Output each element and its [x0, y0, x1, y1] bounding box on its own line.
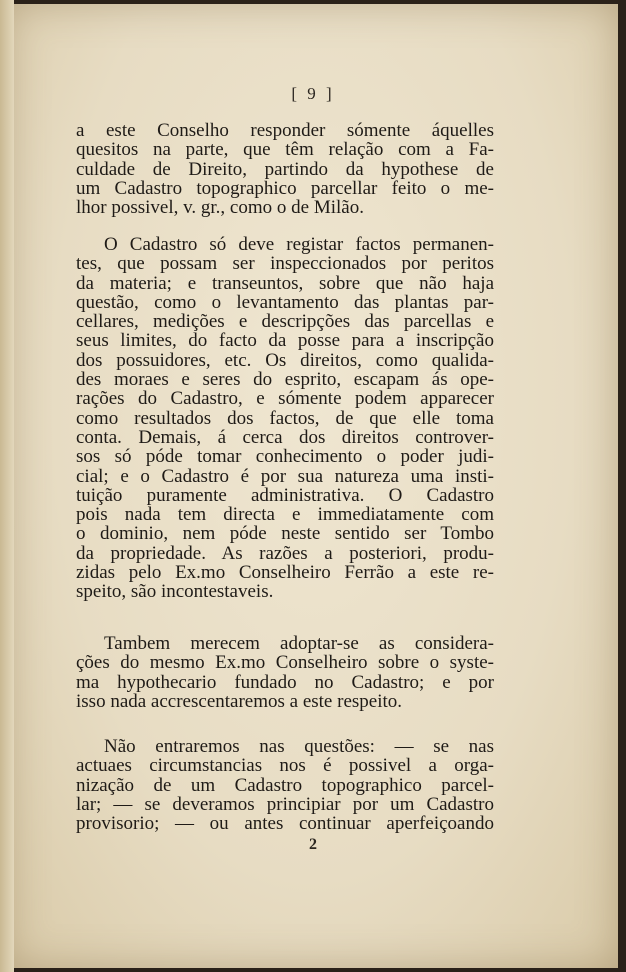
paragraph-1 — [76, 121, 494, 217]
text-line: da propriedade. As razões a posteriori, produ- — [76, 542, 494, 564]
text-line: Não entraremos nas questões: — se nas — [104, 736, 494, 757]
text-line: nização de um Cadastro topographico parcel- — [76, 774, 494, 796]
text-line: zidas pelo Ex.mo Conselheiro Ferrão a este re- — [76, 562, 494, 584]
paragraph-2 — [76, 235, 494, 602]
text-line: como resultados dos factos, de que elle toma — [76, 407, 494, 429]
text-line: pois nada tem directa e immediatamente com — [76, 504, 494, 526]
paragraph-3 — [76, 634, 494, 711]
page-gutter — [0, 0, 14, 972]
text-line: dos possuidores, etc. Os direitos, como qualida- — [76, 349, 494, 371]
text-line: Tambem merecem adoptar-se as considera- — [104, 633, 494, 654]
text-line: cellares, medições e descripções das parcellas e — [76, 311, 494, 333]
text-line: lar; — se deveramos principiar por um Cadastro — [76, 793, 494, 815]
text-line: ções do mesmo Ex.mo Conselheiro sobre o syste- — [76, 652, 494, 674]
text-line: tuição puramente administrativa. O Cadastro — [76, 484, 494, 506]
text-line: culdade de Direito, partindo da hypothese de — [76, 158, 494, 180]
text-line: um Cadastro topographico parcellar feito o me- — [76, 177, 494, 199]
text-line: sos só póde tomar conhecimento o poder judi- — [76, 446, 494, 468]
text-line: seus limites, do facto da posse para a inscripção — [76, 330, 494, 352]
text-line: conta. Demais, á cerca dos direitos controver- — [76, 426, 494, 448]
text-line: speito, são incontestaveis. — [76, 581, 274, 603]
text-line: rações do Cadastro, e sómente podem apparecer — [76, 388, 494, 410]
text-line: da materia; e transeuntos, sobre que não haja — [76, 272, 494, 294]
paragraph-4 — [76, 737, 494, 833]
text-line: des moraes e seres do esprito, escapam ás ope- — [76, 369, 494, 391]
text-line: O Cadastro só deve registar factos permanen- — [104, 234, 494, 255]
page-number: [ 9 ] — [291, 84, 335, 103]
text-line: cial; e o Cadastro é por sua natureza uma insti- — [76, 465, 494, 487]
text-line: o dominio, nem póde neste sentido ser Tombo — [76, 523, 494, 545]
text-line: ma hypothecario fundado no Cadastro; e por — [76, 671, 494, 693]
text-line: quesitos na parte, que têm relação com a Fa- — [76, 139, 494, 161]
text-line: isso nada accrescentaremos a este respeito. — [76, 690, 403, 712]
text-line: lhor possivel, v. gr., como o de Milão. — [76, 197, 364, 219]
text-line: a este Conselho responder sómente áquelles — [76, 120, 494, 141]
text-line: questão, como o levantamento das plantas par- — [76, 291, 494, 313]
text-line: actuaes circumstancias nos é possivel a orga- — [76, 755, 494, 777]
signature-mark: 2 — [309, 836, 317, 853]
text-line: tes, que possam ser inspeccionados por peritos — [76, 253, 494, 275]
text-line: provisorio; — ou antes continuar aperfeiçoando — [76, 813, 494, 835]
